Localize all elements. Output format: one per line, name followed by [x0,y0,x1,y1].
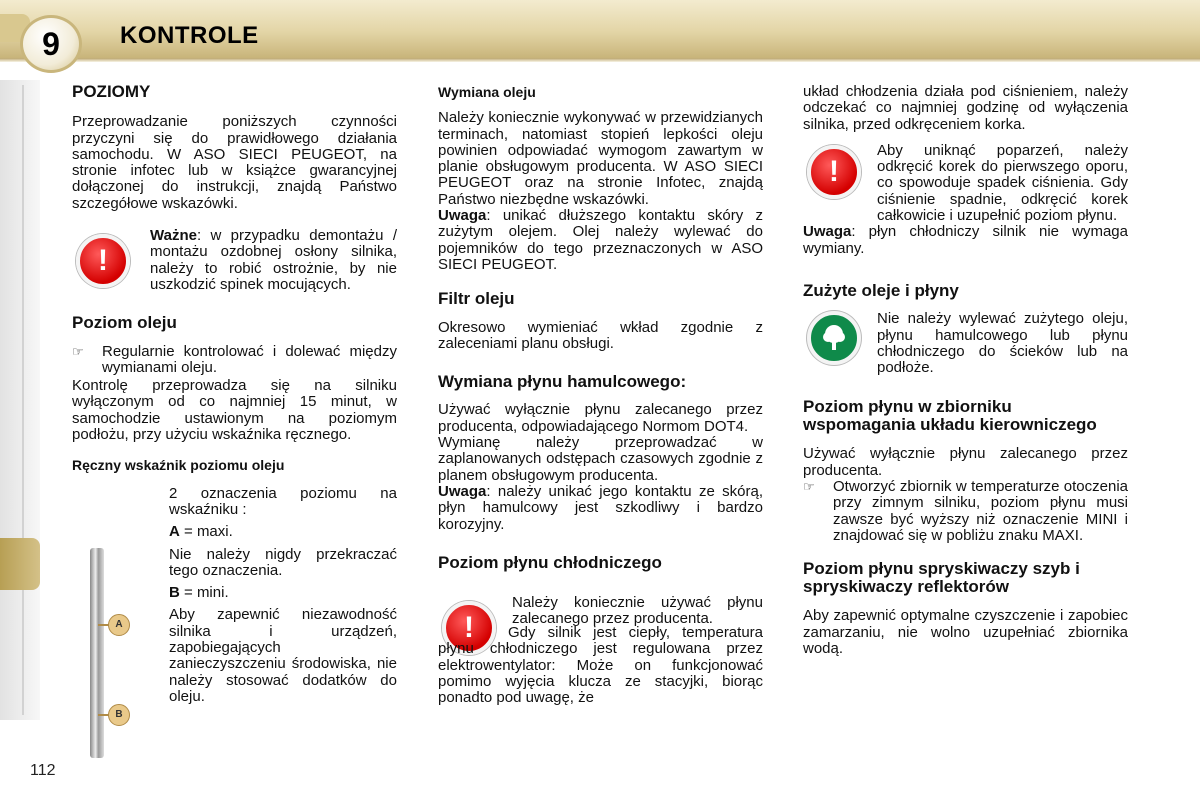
steering-text: Używać wyłącznie płynu zalecanego przez producenta. [803,445,1128,479]
level-b [169,585,397,601]
side-index-active-tab [0,538,40,590]
chapter-number: 9 [20,15,82,73]
uwaga-oil [438,208,763,273]
used-fluids-text: Nie należy wylewać zużytego oleju, płynu hamulcowego lub płynu chłodniczego do ścieków lub na podłoże. [877,310,1128,377]
dipstick-intro: 2 oznaczenia poziomu na wskaźniku : [169,484,397,518]
burn-note-text: Aby uniknąć poparzeń, należy odkręcić korek do pierwszego oporu, co spowoduje spadek ciśnienia. Gdy ciśnienie spadnie, odkręcić korek całkowicie i uzupełnić poziom płynu. [877,141,1128,225]
dipstick-rod [90,548,104,758]
section-title-washer: Poziom płynu spryskiwaczy szyb i spryskiwaczy reflektorów [803,559,1080,597]
section-title-dipstick: Ręczny wskaźnik poziomu oleju [72,457,285,474]
section-title-used-fluids: Zużyte oleje i płyny [803,280,959,300]
uwaga-brake-text: : należy unikać jego kontaktu ze skórą, płyn hamulcowy jest szkodliwy i bardzo korozyjny. [438,482,763,533]
poziomy-text: Przeprowadzanie poniższych czynności przyczyni się do prawidłowego działania samochodu. W ASO SIECI PEUGEOT, na stronie infotec lub w książce gwarancyjnej dołączonej do instrukcji, znajdą Państwo szczegółowe wskazówki. [72,113,397,212]
section-title-coolant: Poziom płynu chłodniczego [438,552,662,572]
level-a-label: A [169,523,180,541]
filter-text: Okresowo wymieniać wkład zgodnie z zaleceniami planu obsługi. [438,318,763,352]
brake-text-1: Używać wyłącznie płynu zalecanego przez producenta, odpowiadającego Normom DOT4. [438,401,763,435]
uwaga-coolant [803,224,1128,257]
page-number: 112 [30,762,56,779]
steering-bullet [803,479,1128,544]
section-title-poziomy: POZIOMY [72,82,151,101]
important-label: Ważne [150,227,197,245]
eco-tree-icon [807,311,861,365]
hand-pointer-icon: ☞ [803,479,815,495]
oil-bullet-text: Regularnie kontrolować i dolewać między wymianami oleju. [102,342,397,376]
level-b-text: = mini. [179,584,229,602]
washer-text: Aby zapewnić optymalne czyszczenie i zapobiec zamarzaniu, nie wolno uzupełniać zbiornika wodą. [803,607,1128,657]
level-b-note: Aby zapewnić niezawodność silnika i urządzeń, zapobiegających zanieczyszczeniu środowiska, nie należy stosować dodatków do oleju. [169,606,397,705]
side-index-line [22,85,24,715]
coolant-continued-text: układ chłodzenia działa pod ciśnieniem, należy odczekać co najmniej godzinę od wyłączenia silnika, przed odkręceniem korka. [803,83,1128,133]
dipstick-description [169,486,397,706]
level-a [169,524,397,540]
column-3 [803,84,1128,665]
oil-change-text: Należy koniecznie wykonywać w przewidzianych terminach, natomiast stopień lepkości oleju powinien odpowiadać wymogom zawartym w planie obsługowym producenta. W ASO SIECI PEUGEOT oraz na stronie Infotec, znajdą Państwo niezbędne wskazówki. [438,109,763,208]
brake-text-2: Wymianę należy przeprowadzać w zaplanowanych odstępach czasowych zgodnie z planem obsługowym producenta. [438,434,763,484]
uwaga-brake-label: Uwaga [438,482,487,500]
header-divider [0,58,1200,62]
oil-text: Kontrolę przeprowadza się na silniku wyłączonym od co najmniej 15 minut, w samochodzie ustawionym na poziomym podłożu, przy użyciu wskaźnika ręcznego. [72,377,397,444]
important-text: : w przypadku demontażu / montażu ozdobnej osłony silnika, należy to robić ostrożnie, by nie uszkodzić spinek mocujących. [150,227,397,293]
uwaga-coolant-label: Uwaga [803,223,852,241]
uwaga-oil-label: Uwaga [438,207,487,225]
column-2 [438,84,763,715]
warning-exclamation-icon: ! [442,601,496,655]
tree-icon [819,323,849,353]
uwaga-coolant-text: : płyn chłodniczy silnik nie wymaga wymiany. [803,223,1128,257]
coolant-note-1: Należy koniecznie używać płynu zalecanego przez producenta. [512,594,763,628]
side-index-strip [0,80,40,720]
hand-pointer-icon: ☞ [72,343,84,359]
level-b-label: B [169,584,180,602]
dipstick-illustration [78,548,138,758]
burn-note [803,143,1128,224]
dipstick-mark-a: A [108,614,130,636]
important-note [72,228,397,293]
uwaga-brake [438,484,763,533]
section-title-steering: Poziom płynu w zbiorniku wspomagania układu kierowniczego [803,397,1097,435]
used-fluids-note [803,311,1128,376]
section-title-oil-level: Poziom oleju [72,313,177,333]
oil-bullet [72,344,397,377]
section-title-filter: Filtr oleju [438,289,515,309]
section-title-brake: Wymiana płynu hamulcowego: [438,372,687,392]
uwaga-oil-text: : unikać dłuższego kontaktu skóry z zużytym olejem. Olej należy wylewać do pojemników do tego przeznaczonych w ASO SIECI PEUGEOT. [438,207,763,273]
warning-exclamation-icon: ! [807,145,861,199]
steering-bullet-text: Otworzyć zbiornik w temperaturze otoczenia przy zimnym silniku, poziom płynu musi zawsze być wyższy niż oznaczenie MINI i znajdować się w pobliżu znaku MAXI. [833,478,1128,544]
warning-exclamation-icon: ! [76,234,130,288]
level-a-text: = maxi. [179,523,233,541]
section-title-oil-change: Wymiana oleju [438,84,536,100]
page-title: KONTROLE [120,22,259,49]
coolant-note-2: Gdy silnik jest ciepły, temperatura płynu chłodniczego jest regulowana przez elektrowentylator: Może on funkcjonować pomimo wyjęcia klucza ze stacyjki, biorąc ponadto pod uwagę, że [438,624,763,707]
important-note-text [150,228,397,293]
dipstick-mark-b: B [108,704,130,726]
level-a-note: Nie należy nigdy przekraczać tego oznaczenia. [169,545,397,579]
